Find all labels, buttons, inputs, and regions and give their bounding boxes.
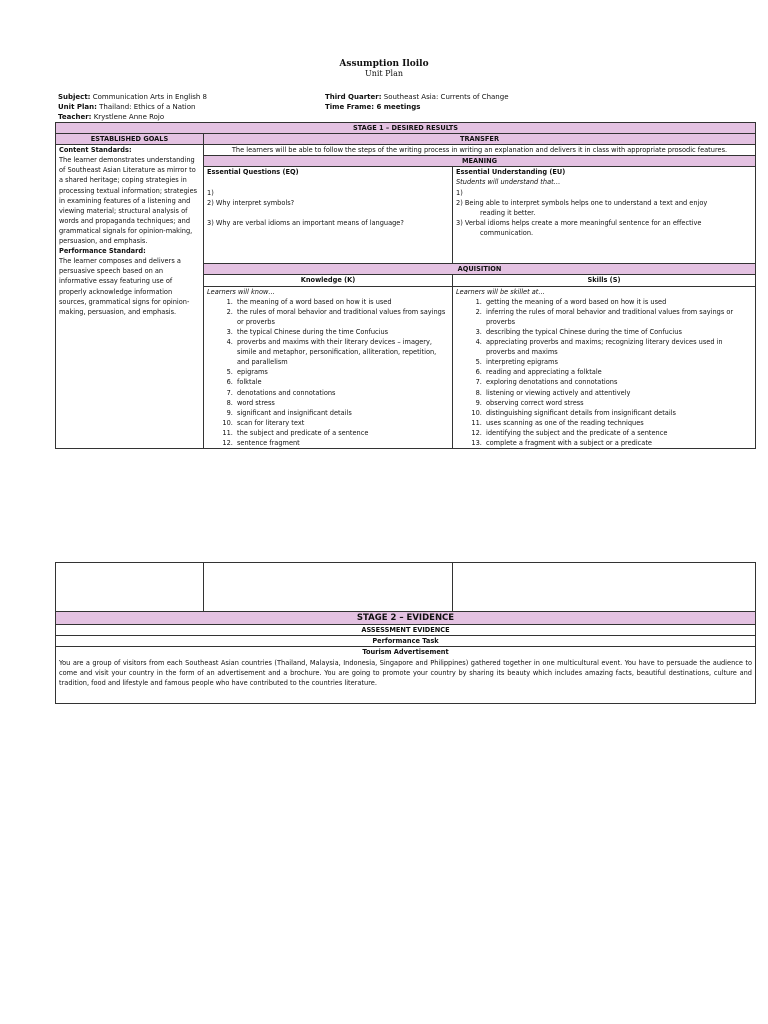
eq-item-1: 1) xyxy=(207,188,214,197)
stage2-title: STAGE 2 – EVIDENCE xyxy=(56,612,756,625)
subject-value: Communication Arts in English 8 xyxy=(92,93,207,101)
skills-intro: Learners will be skillet at… xyxy=(456,287,545,296)
skills-item: 2. inferring the rules of moral behavior and traditional values from sayings or proverbs xyxy=(484,307,752,327)
skills-item: 11. uses scanning as one of the reading techniques xyxy=(484,418,752,428)
subject-line xyxy=(58,92,308,102)
quarter-label: Third Quarter: xyxy=(325,93,382,101)
knowledge-item: 8. word stress xyxy=(235,398,449,408)
meaning-header: MEANING xyxy=(204,156,756,167)
skills-item: 13. complete a fragment with a subject or a predicate xyxy=(484,438,752,448)
task-row xyxy=(56,647,756,704)
knowledge-cell xyxy=(204,286,453,449)
eq-item-3: 3) Why are verbal idioms an important means of language? xyxy=(207,218,404,227)
unit-label: Unit Plan: xyxy=(58,103,97,111)
blank-cell-3 xyxy=(453,563,756,612)
assessment-row xyxy=(56,625,756,636)
teacher-value: Krystlene Anne Rojo xyxy=(93,113,165,121)
timeframe: Time Frame: 6 meetings xyxy=(325,103,421,111)
unit-value: Thailand: Ethics of a Nation xyxy=(99,103,196,111)
stage1-title: STAGE 1 – DESIRED RESULTS xyxy=(56,123,756,134)
skills-item: 3. describing the typical Chinese during the time of Confucius xyxy=(484,327,752,337)
task-title: Tourism Advertisement xyxy=(362,648,449,657)
knowledge-item: 10. scan for literary text xyxy=(235,418,449,428)
skills-item: 9. observing correct word stress xyxy=(484,398,752,408)
blank-cell-1 xyxy=(56,563,204,612)
teacher-label: Teacher: xyxy=(58,113,92,121)
skills-item: 5. interpreting epigrams xyxy=(484,357,752,367)
skills-item: 4. appreciating proverbs and maxims; recognizing literary devices used in proverbs and maxims xyxy=(484,337,752,357)
skills-item: 1. getting the meaning of a word based on how it is used xyxy=(484,297,752,307)
info-right xyxy=(325,92,625,112)
stage2-table xyxy=(55,562,756,704)
stage2-title-row xyxy=(56,612,756,625)
stage1-title-row xyxy=(56,123,756,134)
transfer-header: TRANSFER xyxy=(204,134,756,145)
knowledge-list xyxy=(207,297,449,448)
essential-understanding-cell xyxy=(453,167,756,264)
knowledge-intro: Learners will know… xyxy=(207,287,275,296)
performance-standard-label: Performance Standard: xyxy=(59,247,146,256)
eu-intro: Students will understand that… xyxy=(456,178,561,187)
knowledge-item: 3. the typical Chinese during the time Confucius xyxy=(235,327,449,337)
knowledge-item: 4. proverbs and maxims with their literary devices – imagery, simile and metaphor, personification, alliteration, repetition, and parallelism xyxy=(235,337,449,367)
performance-task-header: Performance Task xyxy=(56,636,756,647)
acquisition-header: AQUISITION xyxy=(204,264,756,275)
subject-label: Subject: xyxy=(58,93,91,101)
goals-content-row xyxy=(56,145,756,156)
unit-line xyxy=(58,102,308,112)
knowledge-item: 2. the rules of moral behavior and traditional values from sayings or proverbs xyxy=(235,307,449,327)
goals-transfer-row xyxy=(56,134,756,145)
eu-item-3-cont: communication. xyxy=(480,228,534,237)
skills-item: 12. identifying the subject and the predicate of a sentence xyxy=(484,428,752,438)
eu-item-2: 2) Being able to interpret symbols helps one to understand a text and enjoy xyxy=(456,198,708,207)
skills-cell xyxy=(453,286,756,449)
task-text: You are a group of visitors from each Southeast Asian countries (Thailand, Malaysia, Indonesia, Singapore and Philippines) gathered together in one multicultural event. You have to persuade the audience to come and visit your country in the form of an advertisement and a brochure. You are going to promote your country by sharing its beauty which includes amazing facts, beautiful destinations, culture and tradition, food and lifestyle and famous people who have contributed to the countries literature. xyxy=(59,659,752,688)
eu-item-2-cont: reading it better. xyxy=(480,208,536,217)
skills-list xyxy=(456,297,752,448)
knowledge-item: 12. sentence fragment xyxy=(235,438,449,448)
skills-item: 8. listening or viewing actively and attentively xyxy=(484,388,752,398)
knowledge-item: 9. significant and insignificant details xyxy=(235,408,449,418)
info-left xyxy=(58,92,308,122)
knowledge-title: Knowledge (K) xyxy=(204,275,453,286)
blank-cell-2 xyxy=(204,563,453,612)
skills-item: 7. exploring denotations and connotations xyxy=(484,377,752,387)
eq-title: Essential Questions (EQ) xyxy=(207,168,299,177)
content-standards-text: The learner demonstrates understanding of Southeast Asian Literature as mirror to a shared heritage; coping strategies in processing textual information; strategies in examining features of a listening and viewing material; structural analysis of words and propaganda techniques; and grammatical signals for opinion-making, persuasion, and emphasis. xyxy=(59,156,198,246)
established-goals-header: ESTABLISHED GOALS xyxy=(56,134,204,145)
quarter-value: Southeast Asia: Currents of Change xyxy=(383,93,509,101)
eu-item-3: 3) Verbal idioms helps create a more meaningful sentence for an effective xyxy=(456,218,702,227)
performance-task-row xyxy=(56,636,756,647)
established-goals-cell xyxy=(56,145,204,449)
skills-title: Skills (S) xyxy=(453,275,756,286)
stage1-table xyxy=(55,122,756,449)
quarter-line xyxy=(325,92,625,102)
document-type: Unit Plan xyxy=(364,69,404,78)
assessment-evidence-header: ASSESSMENT EVIDENCE xyxy=(56,625,756,636)
eu-item-1: 1) xyxy=(456,188,463,197)
eq-item-2: 2) Why interpret symbols? xyxy=(207,198,295,207)
eu-title: Essential Understanding (EU) xyxy=(456,168,566,177)
task-cell xyxy=(56,647,756,704)
skills-item: 10. distinguishing significant details from insignificant details xyxy=(484,408,752,418)
knowledge-item: 7. denotations and connotations xyxy=(235,388,449,398)
knowledge-item: 5. epigrams xyxy=(235,367,449,377)
knowledge-item: 6. folktale xyxy=(235,377,449,387)
performance-standard-text: The learner composes and delivers a persuasive speech based on an informative essay featuring use of properly acknowledge information sources, grammatical signs for opinion-making, persuasion, and emphasis. xyxy=(59,257,190,316)
teacher-line xyxy=(58,112,308,122)
transfer-text: The learners will be able to follow the steps of the writing process in writing an explanation and delivers it in class with appropriate prosodic features. xyxy=(204,145,756,156)
knowledge-item: 1. the meaning of a word based on how it is used xyxy=(235,297,449,307)
knowledge-item: 11. the subject and predicate of a sentence xyxy=(235,428,449,438)
essential-questions-cell xyxy=(204,167,453,264)
school-name: Assumption Iloilo xyxy=(339,59,429,69)
skills-item: 6. reading and appreciating a folktale xyxy=(484,367,752,377)
blank-row xyxy=(56,563,756,612)
content-standards-label: Content Standards: xyxy=(59,146,132,155)
